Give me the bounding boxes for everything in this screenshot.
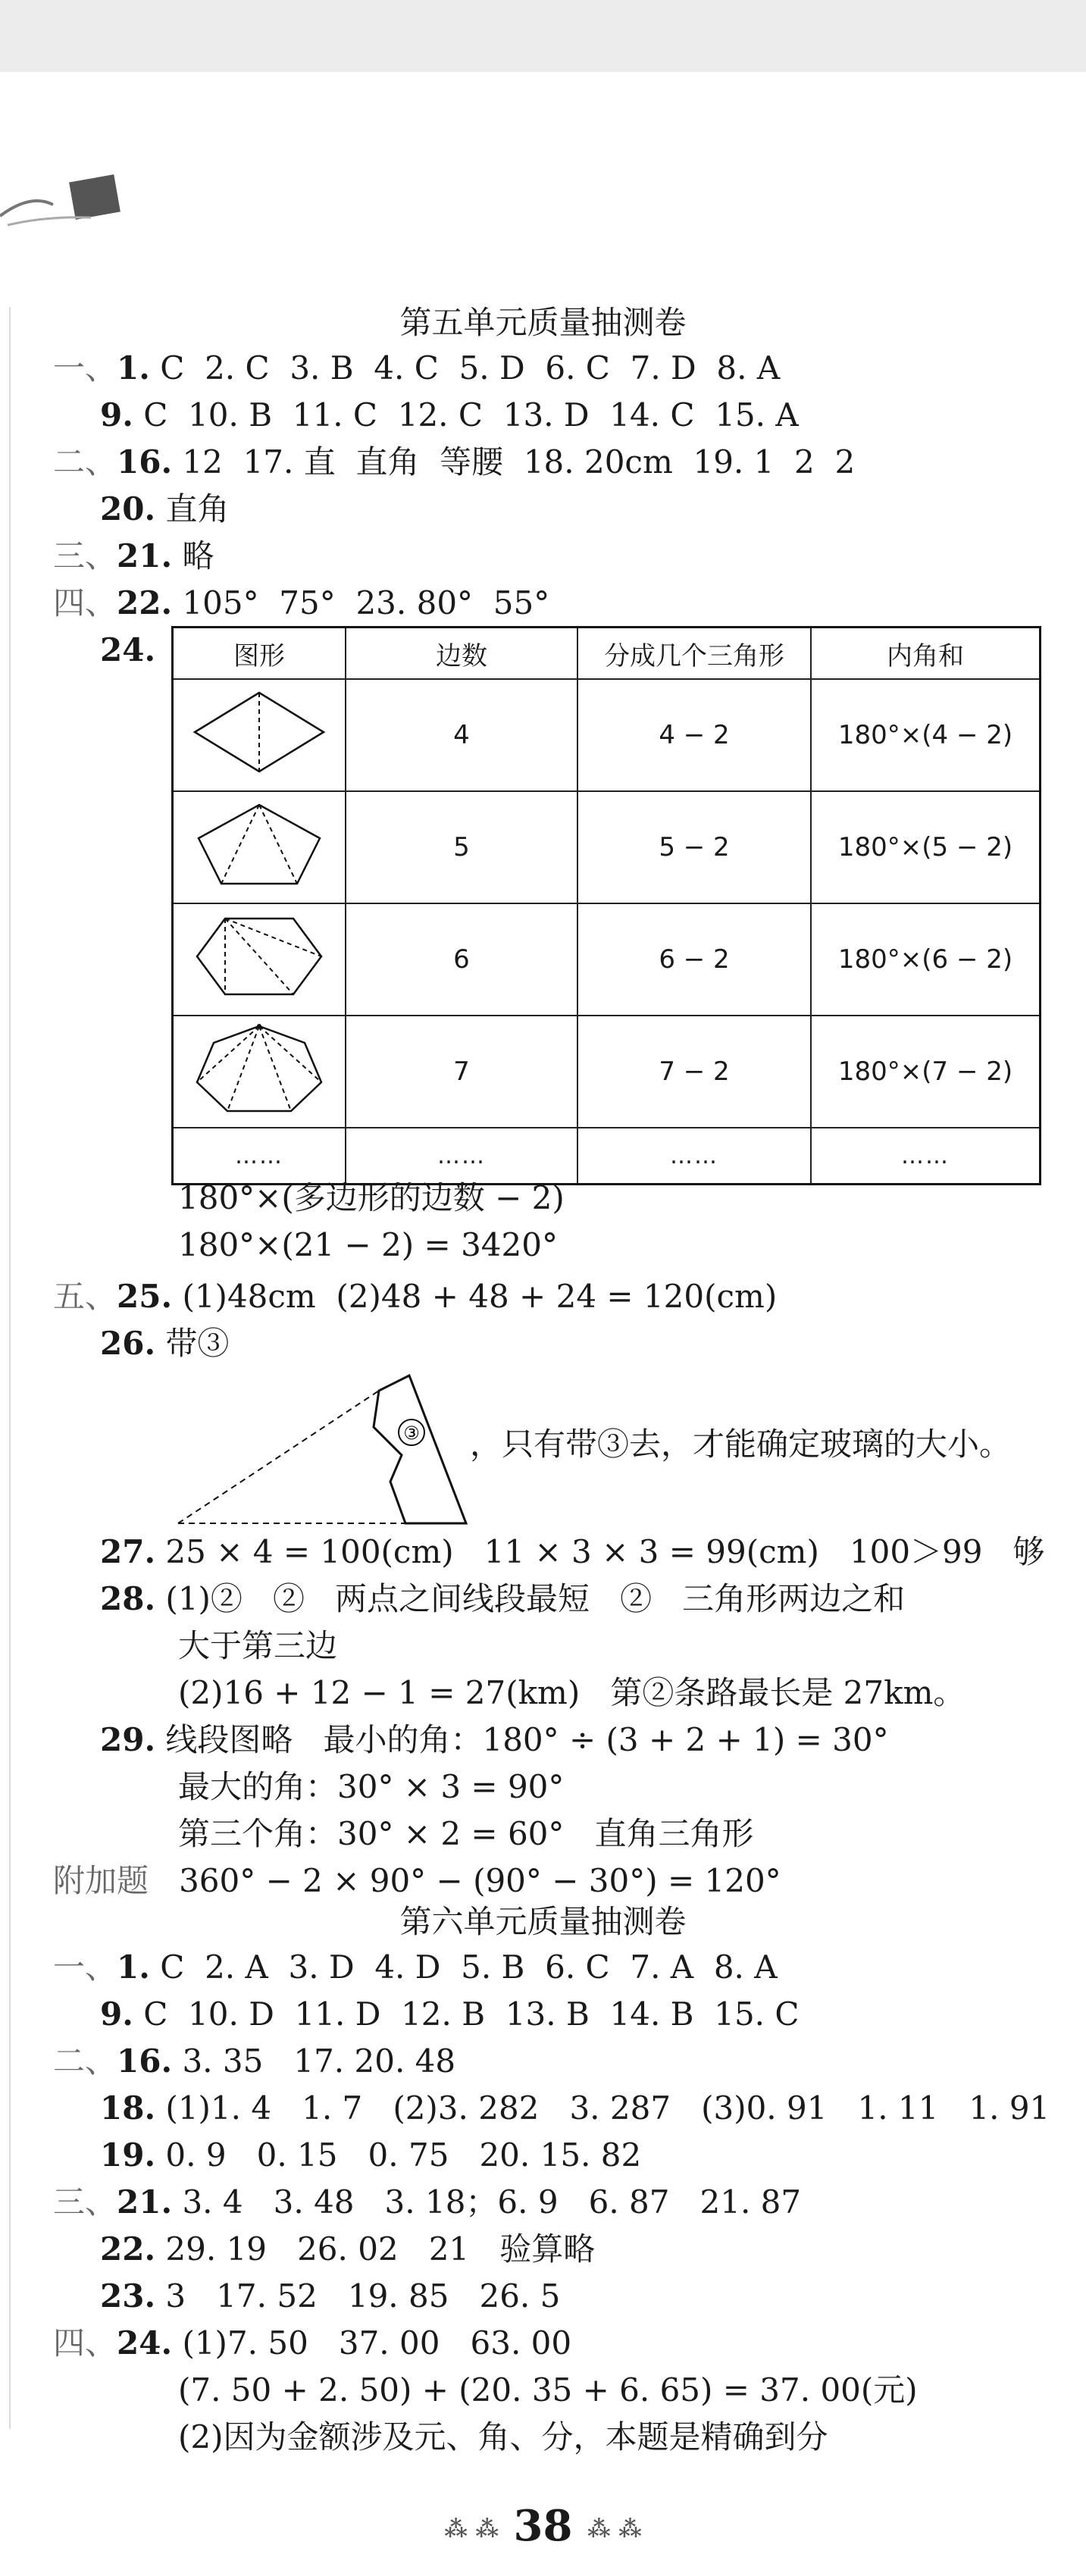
- ornament-icon: ⁂ ⁂: [444, 2515, 499, 2543]
- broken-glass-figure: [171, 1360, 489, 1531]
- answer-text: (1)② ② 两点之间线段最短 ② 三角形两边之和: [155, 1580, 906, 1617]
- formula-line: 180°×(21 − 2) = 3420°: [178, 1226, 558, 1263]
- answer-text: C 10. B 11. C 12. C 13. D 14. C 15. A: [133, 396, 799, 434]
- answer-line: [100, 1580, 906, 1617]
- section-label: 五、: [53, 1278, 117, 1315]
- question-number: 21.: [117, 537, 173, 574]
- question-number: 22.: [100, 2230, 156, 2268]
- answer-text: (1)48cm (2)48 + 48 + 24 = 120(cm): [172, 1278, 778, 1315]
- polygon-angle-table: [171, 626, 1041, 1185]
- answer-line: [100, 1325, 230, 1362]
- answer-line: [53, 443, 856, 480]
- answer-text: 略: [172, 537, 214, 574]
- question-number: 24.: [100, 631, 156, 668]
- piece-label: ③: [403, 1423, 420, 1444]
- heptagon-shape: [173, 1016, 346, 1128]
- section-label: 二、: [53, 443, 117, 480]
- hexagon-shape: [173, 903, 346, 1016]
- table-header: 边数: [346, 628, 577, 680]
- answer-text: 360° − 2 × 90° − (90° − 30°) = 120°: [149, 1862, 781, 1899]
- answer-line: [53, 2042, 456, 2080]
- question-number: 21.: [117, 2183, 173, 2221]
- answer-text: 3. 4 3. 48 3. 18；6. 9 6. 87 21. 87: [172, 2183, 802, 2221]
- table-header: 分成几个三角形: [577, 628, 811, 680]
- answer-line: [53, 1862, 781, 1899]
- answer-text: 29. 19 26. 02 21 验算略: [155, 2230, 596, 2268]
- section-label: 四、: [53, 2324, 117, 2362]
- answer-line: [100, 396, 799, 434]
- answer-line: [100, 1995, 800, 2033]
- table-cell: 4 − 2: [577, 679, 811, 791]
- answer-line: [100, 2136, 642, 2174]
- answer-text: C 2. C 3. B 4. C 5. D 6. C 7. D 8. A: [149, 349, 781, 387]
- answer-text: C 10. D 11. D 12. B 13. B 14. B 15. C: [133, 1995, 800, 2033]
- answer-line: 大于第三边: [178, 1627, 338, 1664]
- table-cell: 180°×(5 − 2): [811, 791, 1041, 903]
- answer-line: [100, 2230, 596, 2268]
- table-cell: 7: [346, 1016, 577, 1128]
- corner-decoration: [0, 163, 121, 231]
- answer-line: [53, 537, 214, 574]
- answer-line: [100, 2277, 561, 2315]
- table-cell: ……: [346, 1128, 577, 1185]
- table-row: [173, 1128, 1041, 1185]
- section-label: 二、: [53, 2042, 117, 2080]
- question-number: 24.: [117, 2324, 173, 2362]
- page-fold-line: [9, 307, 11, 2429]
- question-number: 1.: [117, 349, 150, 387]
- table-cell: 4: [346, 679, 577, 791]
- table-row: [173, 679, 1041, 791]
- glass-caption: ，只有带③去，才能确定玻璃的大小。: [470, 1426, 1012, 1463]
- question-number: 27.: [100, 1533, 156, 1570]
- section-label: 一、: [53, 349, 117, 387]
- table-row: [173, 791, 1041, 903]
- section-label: 一、: [53, 1948, 117, 1986]
- answer-line: (2)因为金额涉及元、角、分，本题是精确到分: [178, 2418, 828, 2455]
- answer-text: 3. 35 17. 20. 48: [172, 2042, 456, 2080]
- table-row: [173, 903, 1041, 1016]
- answer-line: 最大的角：30° × 3 = 90°: [178, 1768, 565, 1805]
- answer-text: C 2. A 3. D 4. D 5. B 6. C 7. A 8. A: [149, 1948, 778, 1986]
- table-cell: 180°×(7 − 2): [811, 1016, 1041, 1128]
- question-number: 9.: [100, 1995, 133, 2033]
- answer-line: [100, 490, 230, 527]
- table-header: 内角和: [811, 628, 1041, 680]
- answer-line: [100, 631, 156, 668]
- top-shadow-band: [0, 0, 1086, 72]
- answer-text: 线段图略 最小的角：180° ÷ (3 + 2 + 1) = 30°: [155, 1721, 889, 1758]
- answer-text: (1)7. 50 37. 00 63. 00: [172, 2324, 572, 2362]
- answer-text: 0. 9 0. 15 0. 75 20. 15. 82: [155, 2136, 642, 2174]
- answer-text: 25 × 4 = 100(cm) 11 × 3 × 3 = 99(cm) 100＞99 够: [155, 1533, 1045, 1570]
- question-number: 1.: [117, 1948, 150, 1986]
- answer-text: 带③: [155, 1325, 230, 1362]
- ornament-icon: ⁂ ⁂: [587, 2515, 642, 2543]
- section-label: 四、: [53, 584, 117, 621]
- answer-text: (1)1. 4 1. 7 (2)3. 282 3. 287 (3)0. 91 1. 11 1. 91: [155, 2089, 1050, 2127]
- answer-line: [53, 2324, 572, 2362]
- answer-line: [53, 584, 550, 621]
- page-number: 38: [513, 2501, 573, 2551]
- page-footer: [0, 2501, 1086, 2551]
- question-number: 25.: [117, 1278, 173, 1315]
- answer-text: 直角: [155, 490, 230, 527]
- question-number: 16.: [117, 2042, 173, 2080]
- extra-label: 附加题: [53, 1862, 149, 1899]
- question-number: 29.: [100, 1721, 156, 1758]
- table-header: 图形: [173, 628, 346, 680]
- pentagon-shape: [173, 791, 346, 903]
- table-cell: 6 − 2: [577, 903, 811, 1016]
- answer-text: 3 17. 52 19. 85 26. 5: [155, 2277, 561, 2315]
- question-number: 20.: [100, 490, 156, 527]
- answer-line: [53, 1278, 778, 1315]
- table-row: [173, 1016, 1041, 1128]
- answer-line: [53, 2183, 802, 2221]
- section-label: 三、: [53, 2183, 117, 2221]
- table-cell: 7 − 2: [577, 1016, 811, 1128]
- answer-line: [100, 1533, 1045, 1570]
- table-cell: ……: [173, 1128, 346, 1185]
- table-cell: 180°×(6 − 2): [811, 903, 1041, 1016]
- question-number: 26.: [100, 1325, 156, 1362]
- answer-line: 第三个角：30° × 2 = 60° 直角三角形: [178, 1815, 754, 1852]
- answer-line: (7. 50 + 2. 50) + (20. 35 + 6. 65) = 37. 00(元): [178, 2371, 918, 2409]
- question-number: 9.: [100, 396, 133, 434]
- question-number: 23.: [100, 2277, 156, 2315]
- table-cell: ……: [811, 1128, 1041, 1185]
- unit6-title: 第六单元质量抽测卷: [399, 1903, 687, 1940]
- answer-line: [100, 1721, 889, 1758]
- table-cell: 5: [346, 791, 577, 903]
- section-label: 三、: [53, 537, 117, 574]
- answer-text: 12 17. 直 直角 等腰 18. 20cm 19. 1 2 2: [172, 443, 856, 480]
- rhombus-shape: [173, 679, 346, 791]
- question-number: 28.: [100, 1580, 156, 1617]
- table-cell: 180°×(4 − 2): [811, 679, 1041, 791]
- answer-line: (2)16 + 12 − 1 = 27(km) 第②条路最长是 27km。: [178, 1674, 966, 1711]
- question-number: 19.: [100, 2136, 156, 2174]
- table-cell: 6: [346, 903, 577, 1016]
- unit5-title: 第五单元质量抽测卷: [399, 304, 687, 341]
- question-number: 18.: [100, 2089, 156, 2127]
- answer-line: [53, 349, 781, 387]
- answer-line: [53, 1948, 778, 1986]
- answer-line: [100, 2089, 1050, 2127]
- answer-text: 105° 75° 23. 80° 55°: [172, 584, 550, 621]
- formula-line: 180°×(多边形的边数 − 2): [178, 1179, 565, 1216]
- question-number: 16.: [117, 443, 173, 480]
- table-cell: ……: [577, 1128, 811, 1185]
- table-cell: 5 − 2: [577, 791, 811, 903]
- question-number: 22.: [117, 584, 173, 621]
